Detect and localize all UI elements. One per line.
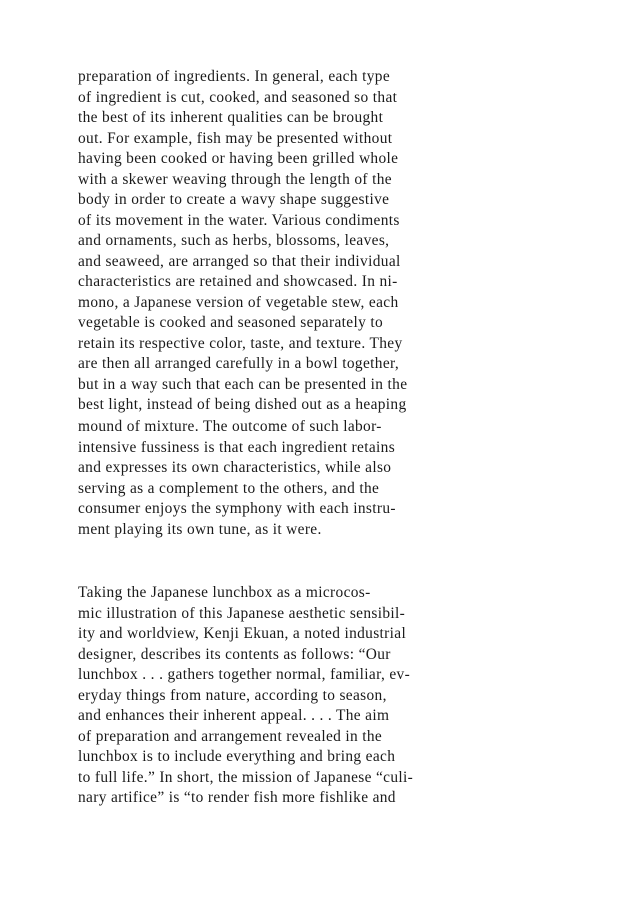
text-line: of preparation and arrangement revealed in the bbox=[78, 727, 383, 745]
paragraph-2 bbox=[78, 417, 598, 540]
text-line: retain its respective color, taste, and texture. They bbox=[78, 334, 403, 352]
paragraph-3 bbox=[78, 583, 598, 809]
text-line: with a skewer weaving through the length of the bbox=[78, 170, 392, 188]
text-line: having been cooked or having been grilled whole bbox=[78, 150, 399, 167]
text-line: preparation of ingredients. In general, each type bbox=[78, 68, 391, 85]
text-line: of its movement in the water. Various condiments bbox=[78, 211, 400, 229]
text-line: and seaweed, are arranged so that their individual bbox=[78, 252, 401, 270]
text-line: are then all arranged carefully in a bowl together, bbox=[78, 355, 400, 372]
text-line: best light, instead of being dished out as a heaping bbox=[78, 396, 407, 413]
text-line: the best of its inherent qualities can be brought bbox=[78, 109, 384, 126]
text-line: designer, describes its contents as follows: “Our bbox=[78, 645, 391, 663]
text-line: ity and worldview, Kenji Ekuan, a noted industrial bbox=[78, 625, 407, 642]
text-line: lunchbox . . . gathers together normal, familiar, ev- bbox=[78, 666, 411, 683]
text-line: but in a way such that each can be presented in the bbox=[78, 375, 408, 393]
text-line: mound of mixture. The outcome of such labor- bbox=[78, 418, 382, 435]
text-line: consumer enjoys the symphony with each instru- bbox=[78, 500, 396, 517]
text-line: nary artifice” is “to render fish more fishlike and bbox=[78, 789, 396, 806]
text-line: vegetable is cooked and seasoned separately to bbox=[78, 314, 383, 331]
text-line: intensive fussiness is that each ingredient retains bbox=[78, 438, 396, 456]
text-line: Taking the Japanese lunchbox as a microcos- bbox=[78, 584, 371, 601]
text-line: characteristics are retained and showcased. In ni- bbox=[78, 273, 398, 290]
text-line: lunchbox is to include everything and bring each bbox=[78, 748, 396, 765]
text-line: to full life.” In short, the mission of Japanese “culi- bbox=[78, 768, 414, 786]
text-line: out. For example, fish may be presented without bbox=[78, 129, 393, 147]
text-line: and ornaments, such as herbs, blossoms, leaves, bbox=[78, 232, 390, 249]
text-line: body in order to create a wavy shape suggestive bbox=[78, 191, 390, 208]
text-line: and enhances their inherent appeal. . . . The aim bbox=[78, 707, 390, 724]
paragraph-1 bbox=[78, 67, 598, 416]
text-line: serving as a complement to the others, and the bbox=[78, 479, 380, 497]
text-line: ment playing its own tune, as it were. bbox=[78, 520, 322, 538]
text-line: and expresses its own characteristics, while also bbox=[78, 459, 392, 476]
text-line: of ingredient is cut, cooked, and seasoned so that bbox=[78, 88, 398, 106]
text-line: eryday things from nature, according to season, bbox=[78, 686, 387, 704]
text-line: mono, a Japanese version of vegetable stew, each bbox=[78, 293, 399, 311]
text-line: mic illustration of this Japanese aesthetic sensibil- bbox=[78, 604, 406, 622]
